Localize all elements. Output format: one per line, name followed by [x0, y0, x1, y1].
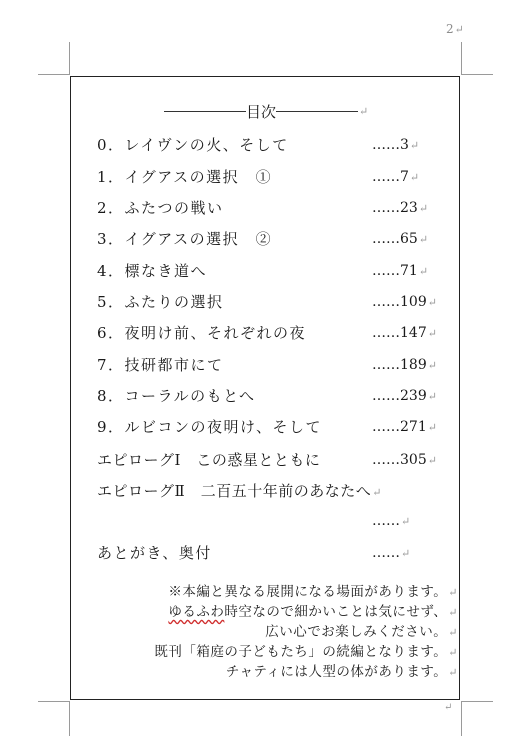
- toc-entry-0: [97, 134, 289, 156]
- return-mark-icon: ↵: [372, 486, 382, 499]
- page-number: 2↵: [446, 22, 464, 36]
- return-mark-icon: ↵: [427, 454, 437, 467]
- toc-entry-1: [97, 166, 272, 188]
- crop-mark-top-right-h: [461, 74, 493, 75]
- toc-entry-page: ……↵: [372, 513, 411, 529]
- toc-entry-label: エピローグⅡ 二百五十年前のあなたへ: [97, 482, 372, 500]
- toc-entry-label: 7．技研都市にて: [97, 356, 224, 374]
- spellcheck-marked-text[interactable]: ゆるふわ: [168, 604, 225, 620]
- toc-entry-7: [97, 354, 224, 376]
- return-mark-icon: ↵: [418, 265, 429, 278]
- toc-entry-label: 4．標なき道へ: [97, 262, 208, 280]
- toc-entry-page: ……109↵: [372, 294, 437, 310]
- return-mark-icon: ↵: [427, 296, 437, 309]
- toc-entry-8: [97, 385, 256, 407]
- return-mark-icon: ↵: [427, 327, 437, 340]
- toc-entry-2: [97, 197, 224, 219]
- crop-mark-top-right-v: [461, 42, 462, 74]
- toc-entry-label: 5．ふたりの選択: [97, 293, 224, 311]
- note-line: 広い心でお楽しみください。↵: [265, 624, 458, 640]
- title-rule-left: [164, 111, 246, 112]
- toc-entry-label: あとがき、奥付: [97, 544, 212, 562]
- return-mark-icon: ↵: [448, 626, 458, 639]
- return-mark-icon: ↵: [427, 390, 437, 403]
- note-line: ゆるふわ時空なので細かいことは気にせず、↵: [168, 604, 458, 620]
- toc-entry-label: エピローグⅠ この惑星とともに: [97, 451, 321, 469]
- toc-entry-6: [97, 322, 306, 344]
- toc-entry-page: ……3↵: [372, 137, 420, 153]
- toc-entry-label: 2．ふたつの戦い: [97, 199, 224, 217]
- toc-entry-epilogue-2: [97, 480, 381, 502]
- toc-entry-page: ……147↵: [372, 325, 437, 341]
- toc-entry-9: [97, 416, 322, 438]
- toc-entry-page: ……271↵: [372, 419, 437, 435]
- toc-entry-label: 1．イグアスの選択 ①: [97, 168, 273, 186]
- title-rule-right: [276, 111, 358, 112]
- toc-entry-3: [97, 228, 272, 250]
- return-mark-icon: ↵: [418, 202, 429, 215]
- return-mark-icon: ↵: [359, 105, 369, 118]
- crop-mark-bottom-right-h: [461, 701, 493, 702]
- toc-entry-page: ……23↵: [372, 200, 429, 216]
- toc-entry-epilogue-1: [97, 449, 320, 471]
- toc-title-text: 目次: [246, 103, 277, 121]
- return-mark-icon: ↵: [401, 515, 411, 528]
- return-mark-icon: ↵: [448, 646, 458, 659]
- return-mark-icon: ↵: [409, 171, 420, 184]
- crop-mark-bottom-left-v: [69, 702, 70, 736]
- toc-entry-afterword: [97, 542, 212, 564]
- return-mark-icon: ↵: [448, 666, 458, 679]
- toc-entry-label: 9．ルビコンの夜明け、そして: [97, 418, 322, 436]
- crop-mark-bottom-right-v: [461, 702, 462, 736]
- toc-entry-4: [97, 260, 207, 282]
- note-line: チャティには人型の体があります。↵: [225, 664, 458, 680]
- return-mark-icon: ↵: [454, 23, 464, 36]
- toc-entry-label: 8．コーラルのもとへ: [97, 387, 256, 405]
- toc-entry-page: ……71↵: [372, 263, 429, 279]
- return-mark-icon: ↵: [448, 606, 458, 619]
- return-mark-icon: ↵: [444, 702, 453, 713]
- toc-entry-label: 3．イグアスの選択 ②: [97, 230, 273, 248]
- toc-entry-page: ……65↵: [372, 231, 429, 247]
- toc-entry-label: 6．夜明け前、それぞれの夜: [97, 324, 307, 342]
- toc-entry-page: ……7↵: [372, 169, 420, 185]
- crop-mark-top-left-h: [38, 74, 70, 75]
- crop-mark-top-left-v: [69, 42, 70, 74]
- toc-entry-5: [97, 291, 224, 313]
- return-mark-icon: ↵: [409, 139, 420, 152]
- return-mark-icon: ↵: [427, 421, 437, 434]
- toc-entry-page: ……305↵: [372, 452, 437, 468]
- return-mark-icon: ↵: [427, 359, 437, 372]
- notes-block: [100, 582, 458, 682]
- toc-title: [164, 101, 368, 122]
- toc-entry-page: ……189↵: [372, 357, 437, 373]
- crop-mark-bottom-left-h: [38, 701, 70, 702]
- return-mark-icon: ↵: [418, 233, 429, 246]
- toc-entry-page: ……↵: [372, 545, 411, 561]
- toc-entry-label: 0．レイヴンの火、そして: [97, 136, 289, 154]
- return-mark-icon: ↵: [401, 547, 411, 560]
- toc-entry-page: ……239↵: [372, 388, 437, 404]
- return-mark-icon: ↵: [448, 586, 458, 599]
- note-line: 既刊「箱庭の子どもたち」の続編となります。↵: [154, 644, 458, 660]
- note-line: ※本編と異なる展開になる場面があります。↵: [168, 584, 458, 600]
